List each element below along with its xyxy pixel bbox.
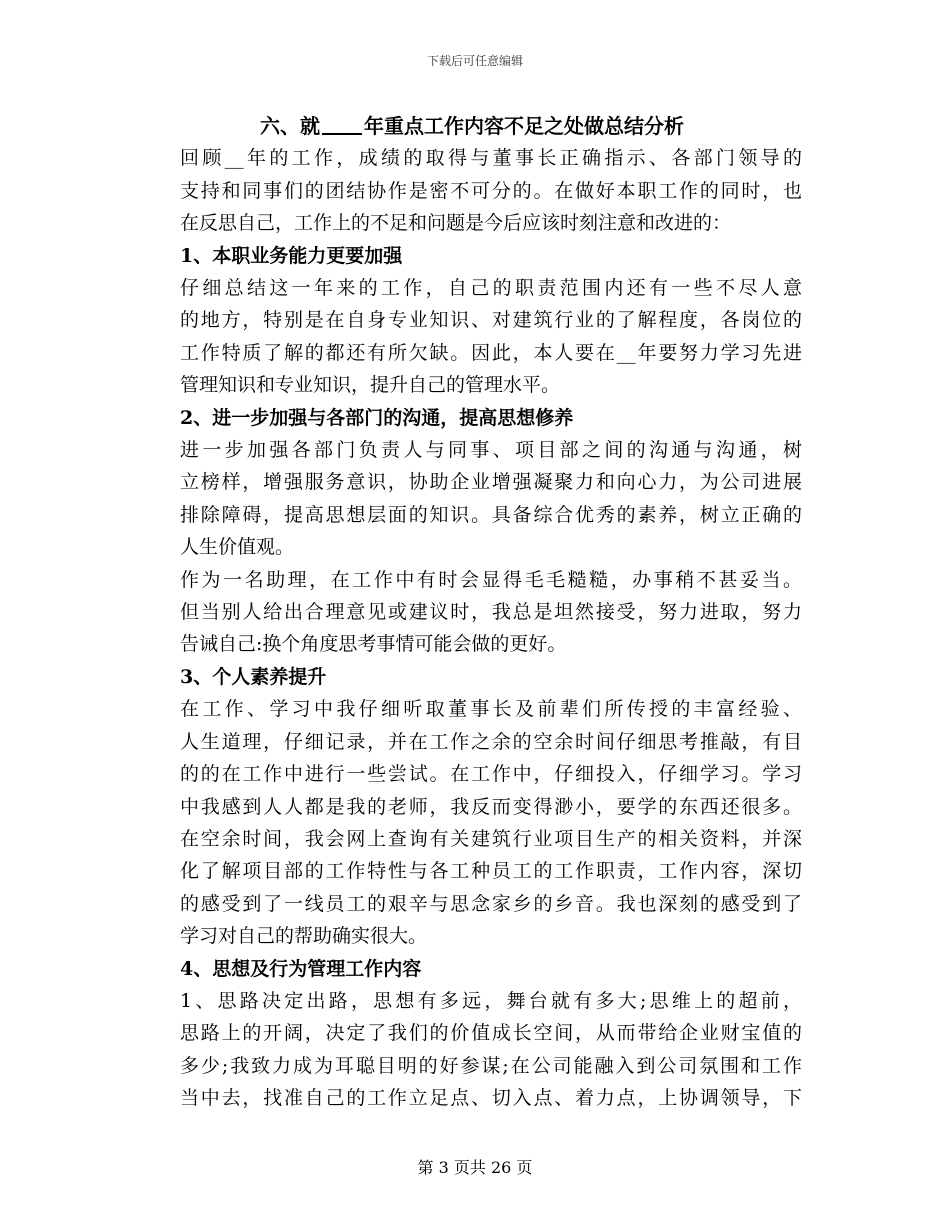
paragraph-line: 但当别人给出合理意见或建议时，我总是坦然接受，努力进取，努力 [180,601,802,624]
heading-2: 2、进一步加强与各部门的沟通，提高思想修养 [180,406,574,429]
paragraph-line: 当中去，找准自己的工作立足点、切入点、着力点，上协调领导，下 [180,1087,802,1110]
paragraph-line: 进一步加强各部门负责人与同事、项目部之间的沟通与沟通，树 [180,439,802,462]
paragraph-line: 多少;我致力成为耳聪目明的好参谋;在公司能融入到公司氛围和工作 [180,1054,802,1077]
paragraph-line: 人生价值观。 [180,536,295,559]
paragraph-line: 的的在工作中进行一些尝试。在工作中，仔细投入，仔细学习。学习 [180,763,802,786]
paragraph-professional-ability [142,272,802,402]
paragraph-line: 立榜样，增强服务意识，协助企业增强凝聚力和向心力，为公司进展 [180,471,802,494]
section-title-part-b: 年重点工作内容不足之处做总结分析 [364,114,684,138]
paragraph-line: 的地方，特别是在自身专业知识、对建筑行业的了解程度，各岗位的 [180,309,802,332]
document-body [142,110,802,1115]
paragraph-line: 在反思自己，工作上的不足和问题是今后应该时刻注意和改进的： [180,212,732,235]
paragraph-line: 化了解项目部的工作特性与各工种员工的工作职责，工作内容，深切 [180,860,802,883]
paragraph-line: 回顾__年的工作，成绩的取得与董事长正确指示、各部门领导的 [180,147,802,170]
paragraph-line: 人生道理，仔细记录，并在工作之余的空余时间仔细思考推敲，有目 [180,730,802,753]
paragraph-line: 工作特质了解的都还有所欠缺。因此，本人要在__年要努力学习先进 [180,341,802,364]
paragraph-line: 告诫自己:换个角度思考事情可能会做的更好。 [180,633,567,656]
title-blank-line [322,115,362,135]
page-header: 下载后可任意编辑 [426,54,523,68]
paragraph-communication [142,434,802,564]
paragraph-line: 作为一名助理，在工作中有时会显得毛毛糙糙，办事稍不甚妥当。 [180,568,802,591]
paragraph-line: 中我感到人人都是我的老师，我反而变得渺小，要学的东西还很多。 [180,795,802,818]
paragraph-line: 学习对自己的帮助确实很大。 [180,925,428,948]
section-title [142,110,802,142]
paragraph-intro [142,142,802,239]
paragraph-line: 排除障碍，提高思想层面的知识。具备综合优秀的素养，树立正确的 [180,503,802,526]
paragraph-line: 管理知识和专业知识，提升自己的管理水平。 [180,374,561,397]
heading-3: 3、个人素养提升 [180,665,327,688]
paragraph-line: 在工作、学习中我仔细听取董事长及前辈们所传授的丰富经验、 [180,698,802,721]
section-title-part-a: 六、就 [260,114,320,138]
paragraph-personal-quality [142,693,802,952]
paragraph-line: 1、思路决定出路，思想有多远，舞台就有多大;思维上的超前， [180,989,802,1012]
paragraph-line: 思路上的开阔，决定了我们的价值成长空间，从而带给企业财宝值的 [180,1022,802,1045]
heading-4: 4、思想及行为管理工作内容 [180,957,422,980]
paragraph-thinking-behavior [142,985,802,1115]
paragraph-line: 的感受到了一线员工的艰辛与思念家乡的乡音。我也深刻的感受到了 [180,892,802,915]
page-footer: 第 3 页共 26 页 [417,1158,533,1177]
paragraph-assistant-reflection [142,564,802,661]
heading-1: 1、本职业务能力更要加强 [180,244,403,267]
paragraph-line: 支持和同事们的团结协作是密不可分的。在做好本职工作的同时，也 [180,179,802,202]
paragraph-line: 仔细总结这一年来的工作，自己的职责范围内还有一些不尽人意 [180,277,802,300]
paragraph-line: 在空余时间，我会网上查询有关建筑行业项目生产的相关资料，并深 [180,827,802,850]
